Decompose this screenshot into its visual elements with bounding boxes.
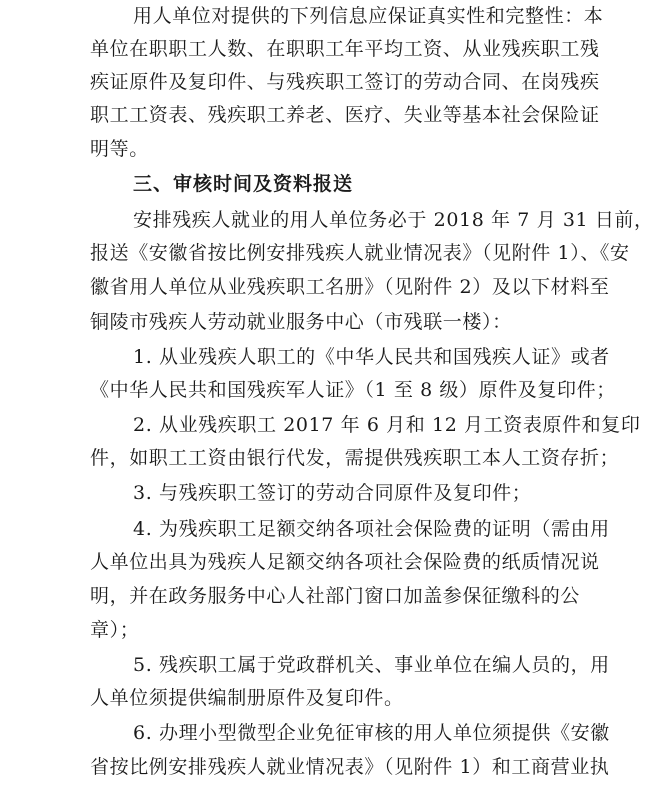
list-item-line: 4. 为残疾职工足额交纳各项社会保险费的证明（需由用 bbox=[133, 518, 610, 540]
paragraph-line: 铜陵市残疾人劳动就业服务中心（市残联一楼）： bbox=[90, 311, 512, 333]
list-item-line: 件，如职工工资由银行代发，需提供残疾职工本人工资存折； bbox=[90, 447, 620, 469]
list-item-line: 3. 与残疾职工签订的劳动合同原件及复印件； bbox=[133, 482, 532, 504]
list-item-line: 1. 从业残疾人职工的《中华人民共和国残疾人证》或者 bbox=[133, 346, 610, 368]
paragraph-line: 徽省用人单位从业残疾职工名册》（见附件 2）及以下材料至 bbox=[90, 276, 610, 298]
paragraph-line: 明等。 bbox=[90, 138, 149, 160]
paragraph-line: 单位在职职工人数、在职职工年平均工资、从业残疾职工残 bbox=[90, 38, 600, 60]
list-item-line: 6. 办理小型微型企业免征审核的用人单位须提供《安徽 bbox=[133, 722, 610, 744]
section-heading: 三、审核时间及资料报送 bbox=[133, 173, 354, 195]
list-item-line: 省按比例安排残疾人就业情况表》（见附件 1）和工商营业执 bbox=[90, 756, 610, 778]
list-item-line: 章）； bbox=[90, 619, 140, 641]
list-item-line: 人单位须提供编制册原件及复印件。 bbox=[90, 687, 404, 709]
paragraph-line: 疾证原件及复印件、与残疾职工签订的劳动合同、在岗残疾 bbox=[90, 71, 600, 93]
list-item-line: 5. 残疾职工属于党政群机关、事业单位在编人员的，用 bbox=[133, 654, 610, 676]
paragraph-line: 报送《安徽省按比例安排残疾人就业情况表》（见附件 1）、《安 bbox=[90, 242, 630, 264]
paragraph-line: 用人单位对提供的下列信息应保证真实性和完整性：本 bbox=[133, 5, 604, 27]
paragraph-line: 职工工资表、残疾职工养老、医疗、失业等基本社会保险证 bbox=[90, 104, 600, 126]
list-item-line: 明，并在政务服务中心人社部门窗口加盖参保征缴科的公 bbox=[90, 585, 581, 607]
list-item-line: 人单位出具为残疾人足额交纳各项社会保险费的纸质情况说 bbox=[90, 551, 600, 573]
paragraph-line: 安排残疾人就业的用人单位务必于 2018 年 7 月 31 日前， bbox=[133, 209, 654, 231]
list-item-line: 《中华人民共和国残疾军人证》（1 至 8 级）原件及复印件； bbox=[90, 379, 616, 401]
list-item-line: 2. 从业残疾职工 2017 年 6 月和 12 月工资表原件和复印 bbox=[133, 414, 641, 436]
